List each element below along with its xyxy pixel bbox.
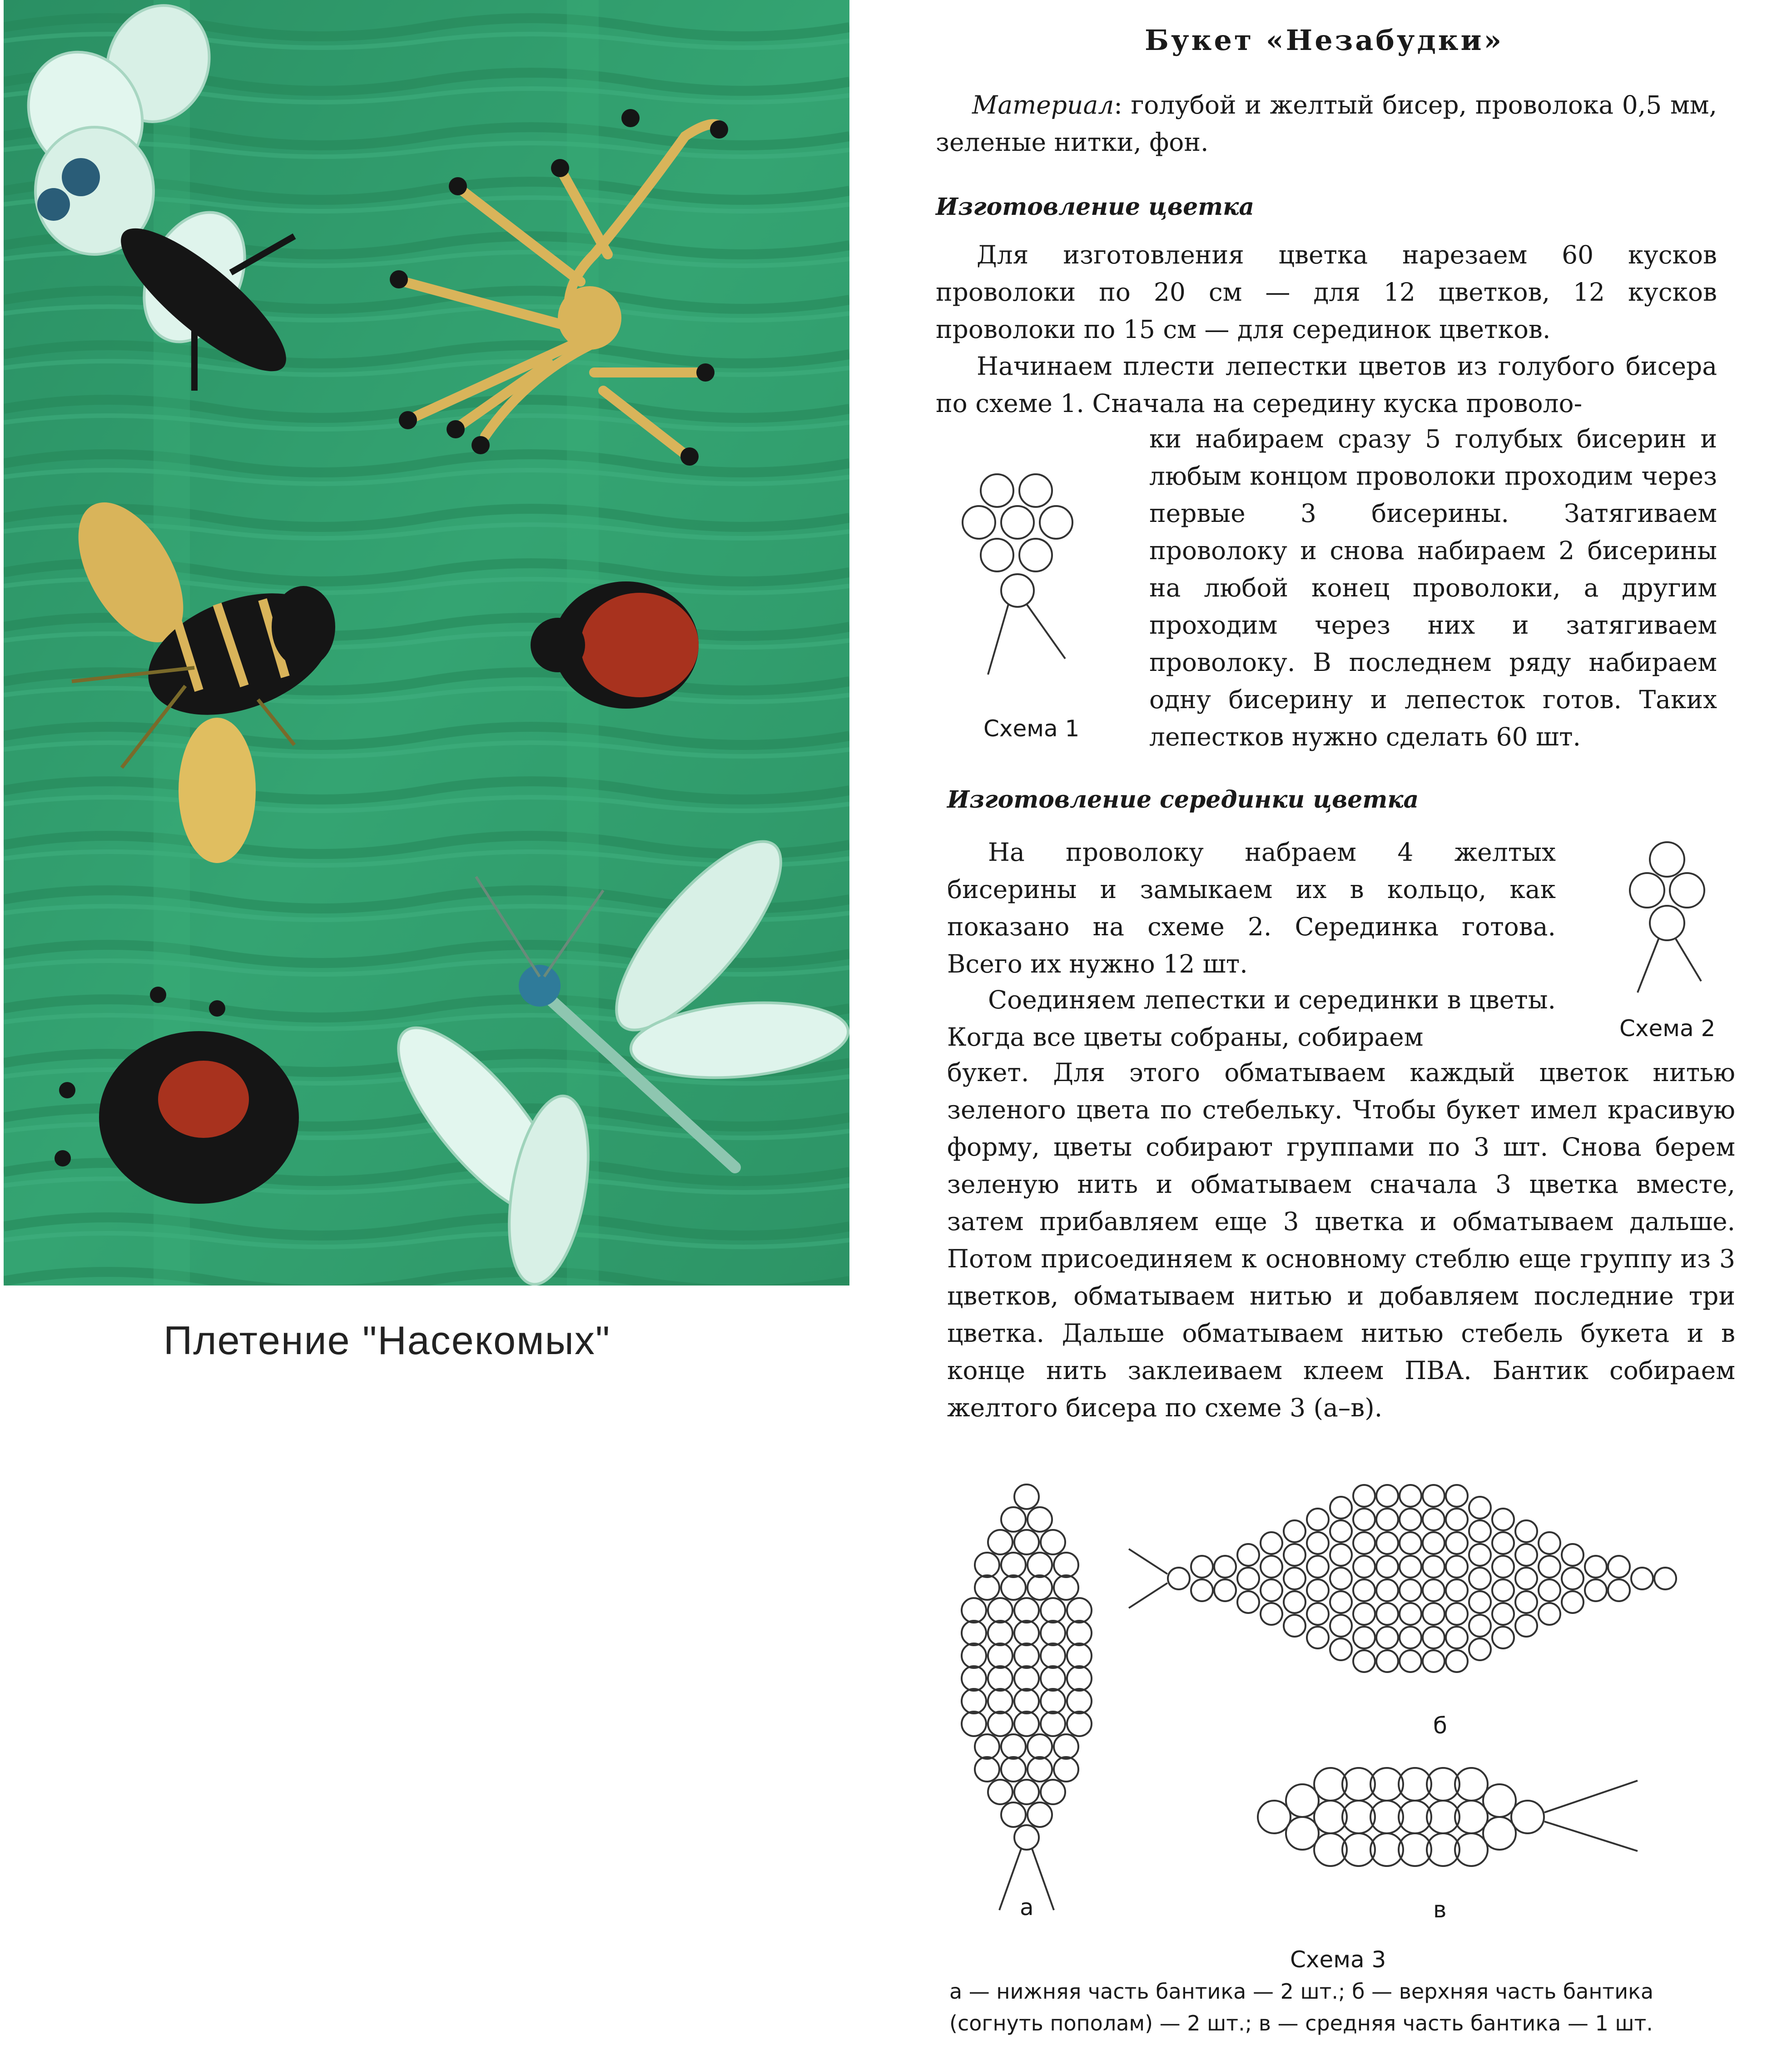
- bead-circle: [1376, 1603, 1398, 1625]
- bead-circle: [1284, 1544, 1306, 1566]
- bead-circle: [1286, 1784, 1319, 1817]
- bead-circle: [1286, 1817, 1319, 1850]
- bead-circle: [1400, 1603, 1421, 1625]
- bead-circle: [1261, 1579, 1282, 1601]
- bead-circle: [1353, 1532, 1375, 1554]
- scheme1-label: Схема 1: [983, 715, 1080, 742]
- bead-circle: [1469, 1615, 1491, 1637]
- bead-circle: [1376, 1485, 1398, 1507]
- bead-circle: [1014, 1530, 1039, 1554]
- bead-circle: [1067, 1712, 1092, 1736]
- bead-circle: [1492, 1532, 1514, 1554]
- bead-circle: [1041, 1712, 1065, 1736]
- bead-circle: [1515, 1520, 1537, 1542]
- bead-circle: [1330, 1544, 1352, 1566]
- bead-circle: [988, 1598, 1013, 1623]
- bead-circle: [1237, 1544, 1259, 1566]
- bead-circle: [1515, 1568, 1537, 1589]
- bead-circle: [1054, 1553, 1078, 1577]
- bead-circle: [1001, 1757, 1026, 1782]
- bead-circle: [975, 1553, 999, 1577]
- bead-circle: [1353, 1556, 1375, 1578]
- bead-circle: [1539, 1556, 1560, 1578]
- bead-circle: [1376, 1509, 1398, 1530]
- bead-circle: [1261, 1603, 1282, 1625]
- bead-circle: [1330, 1591, 1352, 1613]
- bead-circle: [1041, 1598, 1065, 1623]
- scheme3b-label: б: [1433, 1712, 1447, 1739]
- bead-circle: [1330, 1615, 1352, 1637]
- bead-circle: [1307, 1579, 1329, 1601]
- page-title: Букет «Незабудки»: [1145, 24, 1504, 57]
- bead-circle: [1014, 1780, 1039, 1804]
- bead-circle: [1400, 1532, 1421, 1554]
- bead-circle: [975, 1575, 999, 1600]
- bead-circle: [1307, 1509, 1329, 1530]
- bead-circle: [1353, 1627, 1375, 1648]
- bead-circle: [1585, 1556, 1607, 1578]
- bead-circle: [1446, 1556, 1468, 1578]
- section2-paragraph2b: букет. Для этого обматываем каждый цветок нитью зеленого цвета по стебельку. Чтобы букет имел красивую форму, цветы собирают группами по 3 шт. Снова берем зеленую нить и обматываем сначала 3 цветка вместе, затем прибавляем еще 3 цветка и обматываем дальше. Потом присоединяем к основному стеблю еще группу из 3 цветков, обматываем нитью и добавляем последние три цветка. Дальше обматываем нитью стебель букета и в конце нить заклеиваем клеем ПВА. Бантик собираем желтого бисера по схеме 3 (а–в).: [947, 1058, 1735, 1422]
- bead-circle: [1014, 1621, 1039, 1645]
- bead-circle: [988, 1621, 1013, 1645]
- bead-circle: [1376, 1579, 1398, 1601]
- scheme3-label: Схема 3: [1290, 1946, 1386, 1973]
- bead-circle: [1539, 1603, 1560, 1625]
- bead-circle: [962, 1712, 986, 1736]
- wire-line: [1544, 1781, 1638, 1812]
- bead-circle: [1191, 1556, 1213, 1578]
- bead-circle: [1376, 1627, 1398, 1648]
- bead-circle: [962, 1643, 986, 1668]
- bead-circle: [1469, 1638, 1491, 1660]
- wire-line: [1129, 1583, 1167, 1608]
- bead-circle: [1001, 1507, 1026, 1532]
- scheme3a-diagram: [952, 1481, 1106, 1890]
- bead-circle: [1400, 1650, 1421, 1672]
- bead-circle: [1014, 1825, 1039, 1850]
- section1-paragraph2b: ки набираем сразу 5 голубых бисерин и любым концом проволоки проходим через первые 3 бисерины. Затягиваем проволоку и снова набираем 2 бисерины на любой конец проволоки, а другим проходим через них и затягиваем проволоку. В последнем ряду набираем одну бисерину и лепесток готов. Таких лепестков нужно сделать 60 шт.: [1149, 424, 1717, 751]
- bead-circle: [1562, 1544, 1584, 1566]
- bead-circle: [988, 1530, 1013, 1554]
- bead-circle: [1261, 1556, 1282, 1578]
- bead-circle: [1028, 1734, 1052, 1759]
- bead-circle: [1014, 1689, 1039, 1713]
- bead-circle: [1001, 1734, 1026, 1759]
- bead-circle: [1353, 1485, 1375, 1507]
- bead-circle: [1539, 1532, 1560, 1554]
- bead-circle: [1237, 1591, 1259, 1613]
- bead-circle: [1469, 1568, 1491, 1589]
- bead-circle: [1353, 1509, 1375, 1530]
- bead-circle: [975, 1757, 999, 1782]
- bead-circle: [1376, 1650, 1398, 1672]
- bead-circle: [1483, 1817, 1516, 1850]
- bead-circle: [1423, 1532, 1445, 1554]
- bead-circle: [1446, 1627, 1468, 1648]
- wire-line: [1129, 1549, 1167, 1574]
- bead-circle: [1054, 1757, 1078, 1782]
- bead-circle: [1400, 1485, 1421, 1507]
- bead-circle: [1511, 1801, 1544, 1833]
- bead-circle: [1515, 1544, 1537, 1566]
- bead-circle: [1001, 1575, 1026, 1600]
- bead-circle: [1028, 1575, 1052, 1600]
- bead-circle: [1492, 1579, 1514, 1601]
- section1-paragraph1: Для изготовления цветка нарезаем 60 кусков проволоки по 20 см — для 12 цветков, 12 кусков проволоки по 15 см — для серединок цветков.: [936, 240, 1717, 344]
- bead-circle: [1515, 1591, 1537, 1613]
- bead-circle: [1028, 1507, 1052, 1532]
- bead-circle: [1237, 1568, 1259, 1589]
- bead-circle: [1330, 1497, 1352, 1519]
- bead-circle: [1539, 1579, 1560, 1601]
- section2-paragraph1: На проволоку набраем 4 желтых бисерины и замыкаем их в кольцо, как показано на схеме 2. Серединка готова. Всего их нужно 12 шт.: [947, 838, 1556, 978]
- scheme2-diagram: [1617, 836, 1717, 999]
- insects-photo: [4, 0, 849, 1286]
- bead-circle: [1041, 1689, 1065, 1713]
- bead-circle: [1469, 1544, 1491, 1566]
- bead-circle: [1330, 1520, 1352, 1542]
- bead-circle: [1284, 1520, 1306, 1542]
- section2-paragraph2a: Соединяем лепестки и серединки в цветы. Когда все цветы собраны, собираем: [947, 985, 1556, 1052]
- bead-circle: [1307, 1603, 1329, 1625]
- scheme1-diagram: [954, 468, 1090, 681]
- bead-circle: [1028, 1802, 1052, 1827]
- bead-circle: [1446, 1603, 1468, 1625]
- bead-circle: [1054, 1575, 1078, 1600]
- bead-circle: [1483, 1784, 1516, 1817]
- bead-circle: [1608, 1579, 1630, 1601]
- bead-circle: [1191, 1579, 1213, 1601]
- bead-circle: [1001, 1802, 1026, 1827]
- bead-circle: [1330, 1638, 1352, 1660]
- bead-circle: [1067, 1598, 1092, 1623]
- bead-circle: [1608, 1556, 1630, 1578]
- bead-circle: [962, 1598, 986, 1623]
- bead-circle: [1067, 1689, 1092, 1713]
- scheme3c-label: в: [1433, 1896, 1447, 1923]
- bead-circle: [1041, 1621, 1065, 1645]
- bead-circle: [1067, 1621, 1092, 1645]
- bead-circle: [1258, 1801, 1291, 1833]
- bead-circle: [988, 1666, 1013, 1691]
- bead-circle: [1631, 1568, 1653, 1589]
- bead-circle: [1562, 1568, 1584, 1589]
- bead-circle: [962, 1689, 986, 1713]
- scheme3c-diagram: [1254, 1762, 1653, 1881]
- bead-circle: [1054, 1734, 1078, 1759]
- bead-circle: [1423, 1627, 1445, 1648]
- bead-circle: [1014, 1598, 1039, 1623]
- bead-circle: [1400, 1579, 1421, 1601]
- bead-circle: [988, 1689, 1013, 1713]
- bead-circle: [988, 1643, 1013, 1668]
- bead-circle: [1307, 1556, 1329, 1578]
- photo-caption: Плетение "Насекомых": [164, 1318, 611, 1363]
- bead-circle: [1469, 1591, 1491, 1613]
- bead-circle: [1307, 1627, 1329, 1648]
- section1-paragraph2a: Начинаем плести лепестки цветов из голубого бисера по схеме 1. Сначала на середину куска проволо-: [936, 352, 1717, 418]
- bead-circle: [975, 1734, 999, 1759]
- bead-circle: [1469, 1520, 1491, 1542]
- bead-circle: [1014, 1666, 1039, 1691]
- wire-line: [999, 1849, 1021, 1910]
- scheme3-legend-line1: а — нижняя часть бантика — 2 шт.; б — верхняя часть бантика: [949, 1979, 1654, 2004]
- bead-circle: [1001, 1553, 1026, 1577]
- bead-circle: [1446, 1650, 1468, 1672]
- bead-circle: [1168, 1568, 1190, 1589]
- wire-line: [1032, 1849, 1054, 1910]
- bead-circle: [1376, 1532, 1398, 1554]
- bead-circle: [1014, 1484, 1039, 1509]
- bead-circle: [1492, 1627, 1514, 1648]
- bead-circle: [1353, 1603, 1375, 1625]
- bead-circle: [962, 1666, 986, 1691]
- section1-heading: Изготовление цветка: [936, 193, 1255, 221]
- materials-text: : голубой и желтый бисер, проволока 0,5 мм, зеленые нитки, фон.: [936, 90, 1717, 157]
- bead-circle: [1284, 1615, 1306, 1637]
- bead-circle: [988, 1712, 1013, 1736]
- bead-circle: [1284, 1591, 1306, 1613]
- bead-circle: [1028, 1757, 1052, 1782]
- bead-circle: [1446, 1485, 1468, 1507]
- bead-circle: [1515, 1615, 1537, 1637]
- bead-circle: [1014, 1643, 1039, 1668]
- wire-line: [1544, 1822, 1638, 1851]
- bead-circle: [1492, 1509, 1514, 1530]
- bead-circle: [1423, 1650, 1445, 1672]
- bead-circle: [1353, 1579, 1375, 1601]
- bead-circle: [1307, 1532, 1329, 1554]
- bead-circle: [1067, 1666, 1092, 1691]
- materials-label: Материал: [972, 90, 1114, 119]
- bead-circle: [1400, 1627, 1421, 1648]
- bead-circle: [1067, 1643, 1092, 1668]
- bead-circle: [1585, 1579, 1607, 1601]
- bead-circle: [1284, 1568, 1306, 1589]
- bead-circle: [1423, 1579, 1445, 1601]
- bead-circle: [1423, 1485, 1445, 1507]
- bead-circle: [1041, 1666, 1065, 1691]
- bead-circle: [1041, 1530, 1065, 1554]
- bead-circle: [1446, 1532, 1468, 1554]
- scheme3-legend-line2: (согнуть пополам) — 2 шт.; в — средняя часть бантика — 1 шт.: [949, 2011, 1653, 2035]
- bead-circle: [1423, 1556, 1445, 1578]
- materials-paragraph: [936, 86, 1717, 161]
- bead-circle: [1562, 1591, 1584, 1613]
- bead-circle: [1376, 1556, 1398, 1578]
- bead-circle: [1446, 1579, 1468, 1601]
- section2-heading: Изготовление серединки цветка: [947, 786, 1419, 814]
- bead-circle: [962, 1621, 986, 1645]
- bead-circle: [1261, 1532, 1282, 1554]
- bead-circle: [1214, 1579, 1236, 1601]
- scheme3b-diagram: [1127, 1485, 1726, 1699]
- bead-circle: [1423, 1603, 1445, 1625]
- bead-circle: [1492, 1603, 1514, 1625]
- bead-circle: [1446, 1509, 1468, 1530]
- bead-circle: [988, 1780, 1013, 1804]
- bead-circle: [1400, 1556, 1421, 1578]
- bead-circle: [1028, 1553, 1052, 1577]
- bead-circle: [1469, 1497, 1491, 1519]
- bead-circle: [1214, 1556, 1236, 1578]
- bead-circle: [1654, 1568, 1676, 1589]
- bead-circle: [1014, 1712, 1039, 1736]
- bead-circle: [1041, 1643, 1065, 1668]
- bead-circle: [1330, 1568, 1352, 1589]
- bead-circle: [1353, 1650, 1375, 1672]
- bead-circle: [1041, 1780, 1065, 1804]
- bead-circle: [1492, 1556, 1514, 1578]
- scheme2-label: Схема 2: [1619, 1015, 1716, 1042]
- scheme3a-label: а: [1020, 1894, 1034, 1921]
- bead-circle: [1423, 1509, 1445, 1530]
- bead-circle: [1400, 1509, 1421, 1530]
